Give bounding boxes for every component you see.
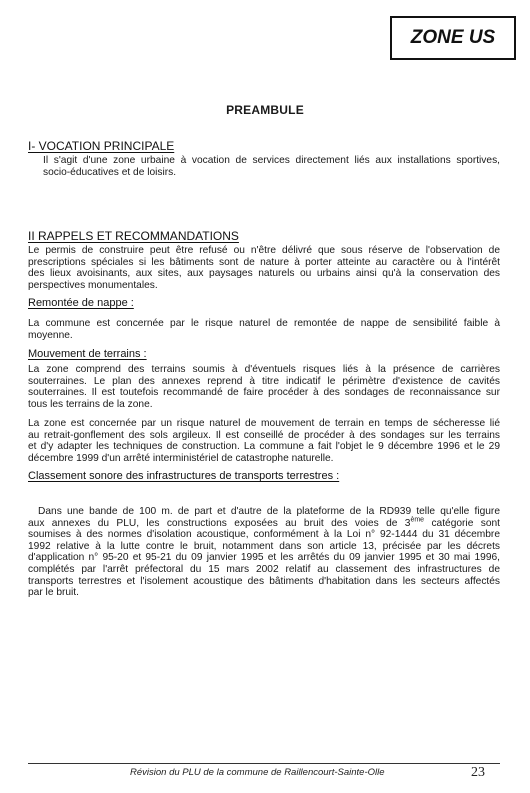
footer-caption: Révision du PLU de la commune de Raillencourt-Sainte-Olle bbox=[130, 767, 385, 778]
footer-divider bbox=[28, 763, 500, 764]
text-fragment: catégorie sont bbox=[424, 517, 500, 529]
text-fragment: aux annexes du PLU, les constructions exposées au bruit des voies de 3 bbox=[28, 517, 411, 529]
text-line: La commune est concernée par le risque naturel de remontée de nappe de sensibilité faible à bbox=[28, 318, 500, 329]
text-line: La zone comprend des terrains soumis à d'éventuels risques liés à la présence de carrières bbox=[28, 364, 500, 375]
text-line: et d'y adapter les techniques de construction. La commune a fait l'objet le 9 décembre 1996 et le 29 bbox=[28, 441, 500, 453]
section-heading-rappels: II RAPPELS ET RECOMMANDATIONS bbox=[28, 229, 239, 243]
terrains-paragraph-1 bbox=[28, 364, 500, 410]
section-heading-vocation: I- VOCATION PRINCIPALE bbox=[28, 139, 175, 153]
text-line: soumises à des normes d'isolation acoustique, conformément à la Loi n° 92-1444 du 31 décembre bbox=[28, 529, 500, 541]
text-line: souterraines. Il est toutefois recommandé de faire procéder à des sondages de reconnaissance sur bbox=[28, 387, 500, 399]
text-line: au retrait-gonflement des sols argileux. Il est conseillé de procéder à des sondages sur les terrains bbox=[28, 429, 500, 441]
nappe-paragraph bbox=[28, 318, 500, 341]
zone-label-box bbox=[390, 16, 516, 60]
text-line: socio-éducatives et de loisirs. bbox=[43, 166, 177, 178]
text-line: souterraines. Le plan des annexes reprend à titre indicatif le périmètre d'existence de cavités bbox=[28, 375, 500, 387]
text-line: transports terrestres et l'isolement acoustique des bâtiments d'habitation dans les secteurs affectés bbox=[28, 575, 500, 587]
text-line: prescriptions spéciales si les bâtiments sont de nature à porter atteinte au caractère ou à l'intérêt bbox=[28, 256, 500, 268]
superscript: ème bbox=[410, 516, 425, 524]
text-line: par le bruit. bbox=[28, 587, 79, 599]
text-line: La zone est concernée par un risque naturel de mouvement de terrain en temps de sécheresse lié bbox=[28, 418, 500, 429]
text-line: Il s'agit d'une zone urbaine à vocation de services directement liés aux installations sportives, bbox=[43, 155, 500, 166]
text-line: complétés par l'arrêt préfectoral du 15 mars 2002 relatif au classement des infrastructures de bbox=[28, 563, 500, 575]
subheading-nappe: Remontée de nappe : bbox=[28, 297, 134, 309]
zone-label: ZONE US bbox=[410, 27, 496, 48]
text-line: d'application n° 95-20 et 95-21 du 09 janvier 1995 et les arrêtés du 09 janvier 1995 et 30 mai 1996, bbox=[28, 552, 500, 564]
vocation-paragraph bbox=[28, 155, 500, 178]
text-line bbox=[28, 518, 500, 530]
subheading-classement-sonore: Classement sonore des infrastructures de transports terrestres : bbox=[28, 470, 340, 482]
subheading-terrains: Mouvement de terrains : bbox=[28, 348, 147, 360]
rappels-paragraph bbox=[28, 245, 500, 291]
text-line: décembre 1999 d'un arrêté interministériel de catastrophe naturelle. bbox=[28, 452, 334, 464]
document-title: PREAMBULE bbox=[226, 103, 304, 117]
text-line: 1992 relative à la lutte contre le bruit, notamment dans son article 13, précisée par les décrets bbox=[28, 540, 500, 552]
text-line: perspectives monumentales. bbox=[28, 279, 158, 291]
text-line: des lieux avoisinants, aux sites, aux paysages naturels ou urbains ainsi qu'à la conservation des bbox=[28, 268, 500, 280]
text-line: tous les terrains de la zone. bbox=[28, 398, 153, 410]
text-line: Dans une bande de 100 m. de part et d'autre de la plateforme de la RD939 telle qu'elle figure bbox=[38, 506, 500, 517]
page-number: 23 bbox=[471, 765, 485, 780]
terrains-paragraph-2 bbox=[28, 418, 500, 464]
text-line: Le permis de construire peut être refusé ou n'être délivré que sous réserve de l'observation de bbox=[28, 245, 500, 256]
sonore-paragraph bbox=[28, 506, 500, 599]
text-line: moyenne. bbox=[28, 329, 73, 341]
